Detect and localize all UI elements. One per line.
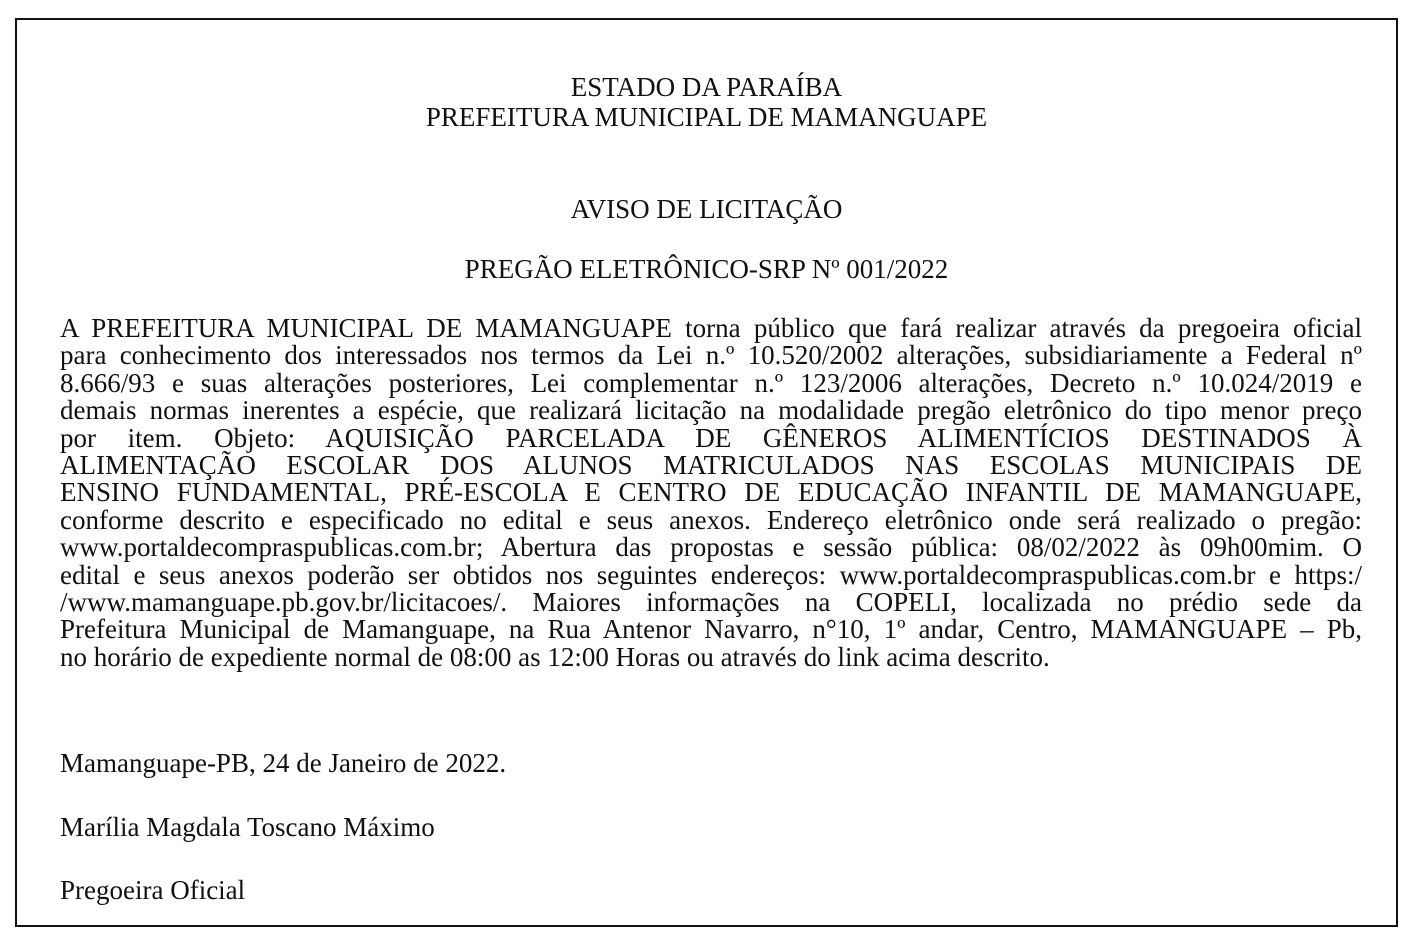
signatory-name: Marília Magdala Toscano Máximo bbox=[60, 812, 435, 842]
notice-title: AVISO DE LICITAÇÃO bbox=[570, 194, 843, 224]
body-line: no horário de expediente normal de 08:00 as 12:00 Horas ou através do link acima descrito. bbox=[60, 641, 1050, 672]
body-line: ENSINO FUNDAMENTAL, PRÉ-ESCOLA E CENTRO DE EDUCAÇÃO INFANTIL DE MAMANGUAPE, bbox=[60, 477, 1362, 508]
body-line: 8.666/93 e suas alterações posteriores, Lei complementar n.º 123/2006 alterações, Decreto n.º 10.024/2019 e bbox=[60, 367, 1362, 398]
body-line: edital e seus anexos poderão ser obtidos nos seguintes endereços: www.portaldecompraspublicas.com.br e https:/ bbox=[60, 559, 1362, 590]
body-line: A PREFEITURA MUNICIPAL DE MAMANGUAPE torna público que fará realizar através da pregoeira oficial bbox=[60, 313, 1362, 343]
body-line: /www.mamanguape.pb.gov.br/licitacoes/. Maiores informações na COPELI, localizada no prédio sede da bbox=[60, 587, 1362, 618]
notice-body bbox=[60, 315, 1362, 671]
body-line: conforme descrito e especificado no edital e seus anexos. Endereço eletrônico onde será realizado o pregão: bbox=[60, 504, 1362, 535]
body-line: demais normas inerentes a espécie, que realizará licitação na modalidade pregão eletrônico do tipo menor preço bbox=[60, 395, 1362, 426]
body-line: Prefeitura Municipal de Mamanguape, na Rua Antenor Navarro, n°10, 1º andar, Centro, MAMANGUAPE – Pb, bbox=[60, 614, 1362, 645]
pregao-number: PREGÃO ELETRÔNICO-SRP Nº 001/2022 bbox=[464, 254, 949, 284]
signatory-role: Pregoeira Oficial bbox=[60, 875, 246, 905]
body-line: www.portaldecompraspublicas.com.br; Abertura das propostas e sessão pública: 08/02/2022 às 09h00mim. O bbox=[60, 532, 1362, 563]
state-heading: ESTADO DA PARAÍBA bbox=[570, 72, 843, 102]
body-line: por item. Objeto: AQUISIÇÃO PARCELADA DE GÊNEROS ALIMENTÍCIOS DESTINADOS À bbox=[60, 422, 1362, 453]
notice-frame bbox=[15, 18, 1398, 927]
body-line: para conhecimento dos interessados nos termos da Lei n.º 10.520/2002 alterações, subsidiariamente a Federal nº bbox=[60, 340, 1362, 371]
prefeitura-heading: PREFEITURA MUNICIPAL DE MAMANGUAPE bbox=[425, 102, 988, 132]
body-line: ALIMENTAÇÃO ESCOLAR DOS ALUNOS MATRICULADOS NAS ESCOLAS MUNICIPAIS DE bbox=[60, 450, 1362, 481]
signature-date: Mamanguape-PB, 24 de Janeiro de 2022. bbox=[60, 748, 507, 778]
